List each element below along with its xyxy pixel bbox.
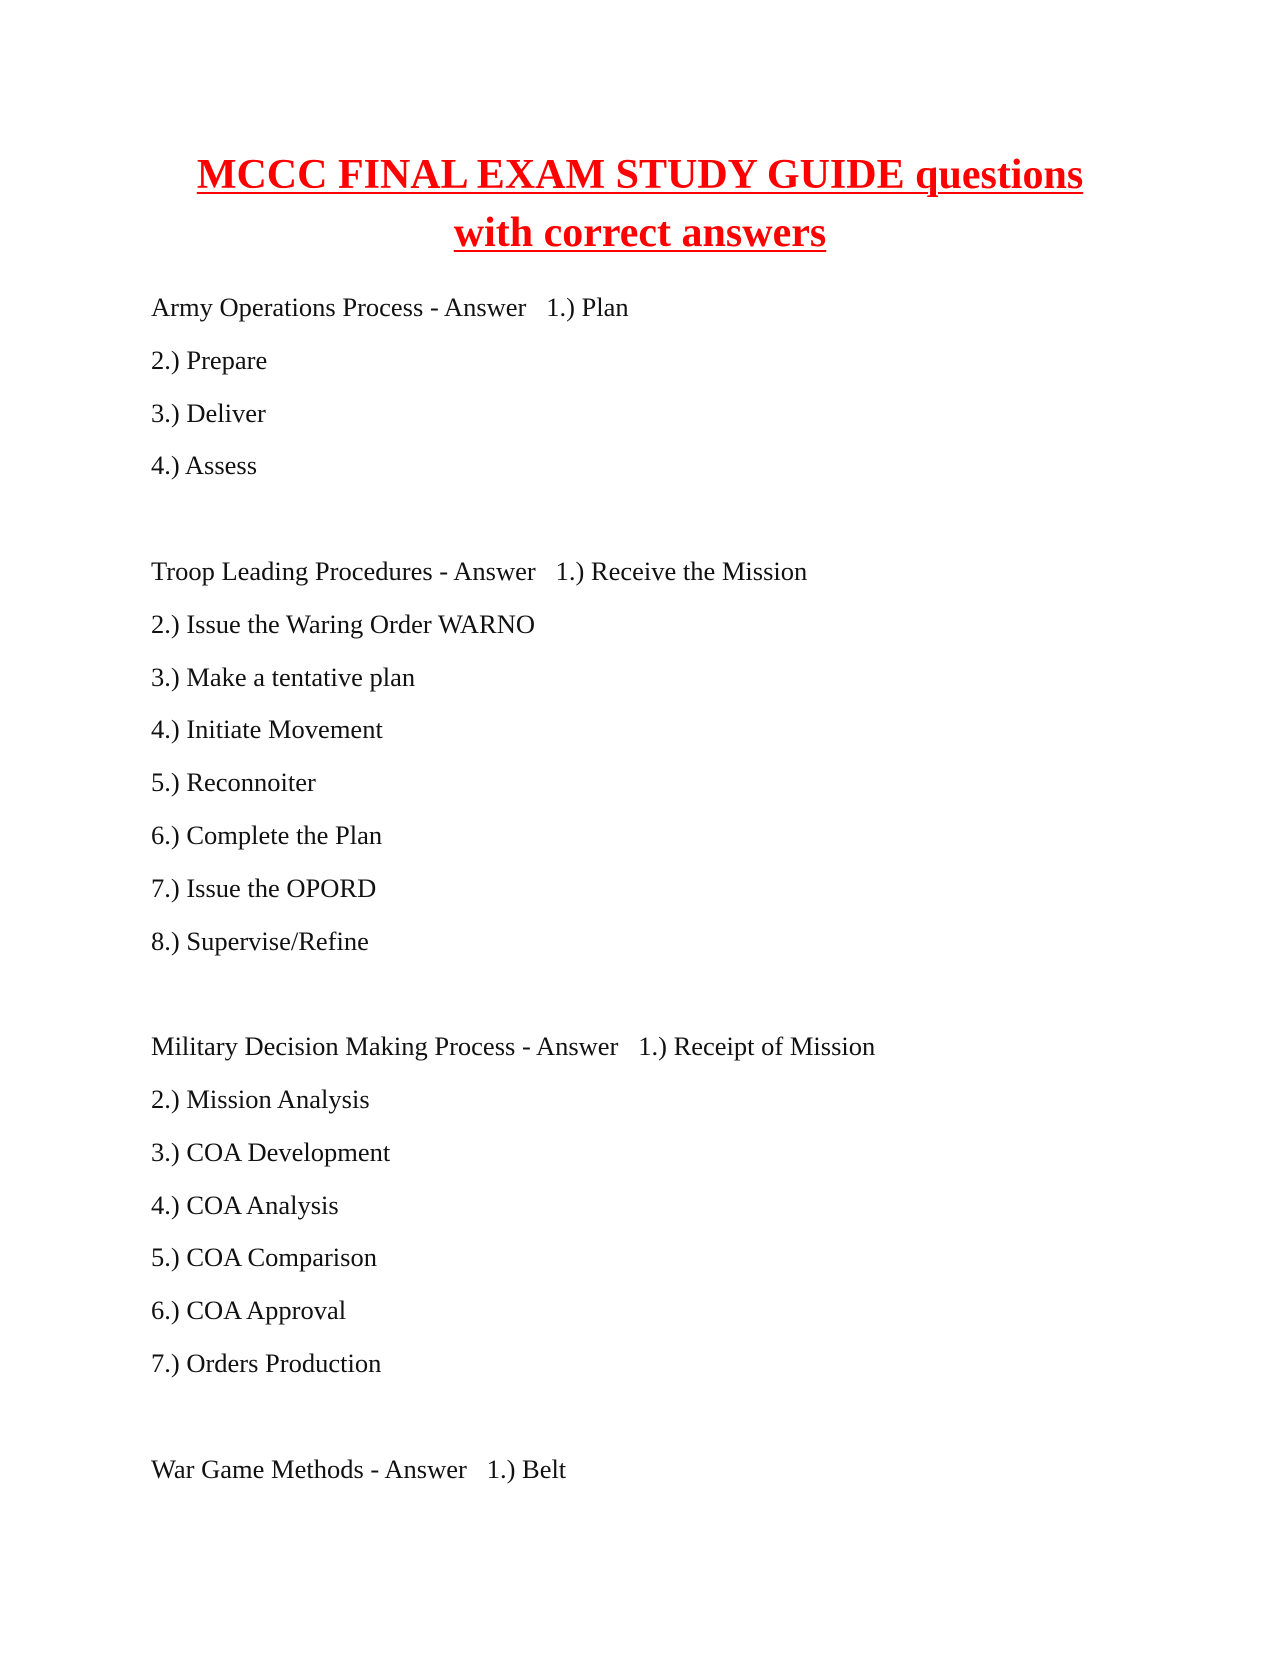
answer-item: 1.) Receive the Mission [555, 555, 808, 586]
qa-section-army-operations-process [151, 281, 1151, 492]
question-line [151, 545, 1151, 598]
answer-item: 8.) Supervise/Refine [151, 925, 369, 956]
answer-separator: - Answer [515, 1031, 639, 1062]
answer-item: 2.) Issue the Waring Order WARNO [151, 608, 536, 639]
answer-item: 4.) Initiate Movement [151, 714, 383, 745]
answer-separator: - Answer [423, 292, 547, 322]
answer-item: 6.) Complete the Plan [151, 819, 383, 850]
question-line [151, 281, 1151, 334]
answer-item: 3.) Deliver [151, 397, 266, 428]
answer-item: 3.) Make a tentative plan [151, 661, 416, 692]
answer-item: 7.) Issue the OPORD [151, 872, 377, 903]
question-text: Military Decision Making Process [151, 1031, 516, 1062]
question-text: War Game Methods [151, 1453, 364, 1484]
answer-item: 6.) COA Approval [151, 1295, 347, 1326]
answer-item: 7.) Orders Production [151, 1347, 382, 1378]
answer-item: 2.) Mission Analysis [151, 1083, 370, 1114]
question-text: Army Operations Process [151, 292, 424, 322]
qa-section-military-decision-making-process [151, 1020, 1151, 1390]
question-line [151, 1020, 1151, 1073]
title-line-1: MCCC FINAL EXAM STUDY GUIDE questions [196, 152, 1084, 198]
answer-item: 5.) Reconnoiter [151, 767, 316, 798]
question-line [151, 1443, 1151, 1496]
answer-item: 3.) COA Development [151, 1136, 391, 1167]
title-line-2: with correct answers [453, 210, 827, 256]
answer-item: 5.) COA Comparison [151, 1242, 377, 1273]
document-body [151, 281, 1151, 1495]
answer-separator: - Answer [432, 555, 556, 586]
document-title [140, 146, 1140, 262]
answer-separator: - Answer [363, 1453, 487, 1484]
question-text: Troop Leading Procedures [151, 555, 433, 586]
qa-section-war-game-methods [151, 1443, 1151, 1496]
answer-item: 2.) Prepare [151, 344, 268, 375]
answer-item: 1.) Belt [486, 1453, 567, 1484]
qa-section-troop-leading-procedures [151, 545, 1151, 967]
answer-item: 1.) Receipt of Mission [638, 1031, 876, 1062]
answer-item: 4.) COA Analysis [151, 1189, 339, 1220]
answer-item: 1.) Plan [546, 292, 629, 322]
answer-item: 4.) Assess [151, 450, 258, 481]
